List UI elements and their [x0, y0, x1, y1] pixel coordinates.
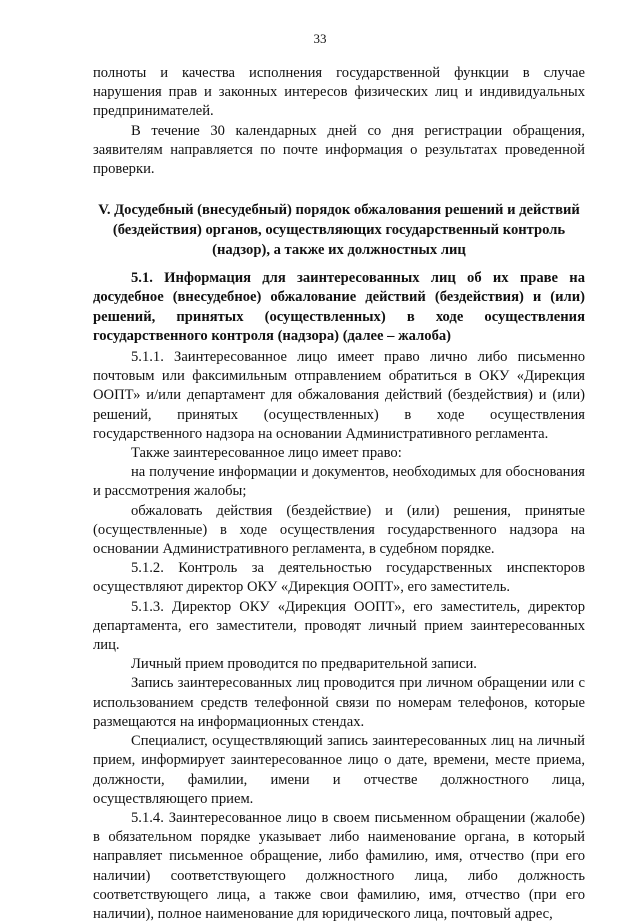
paragraph-also-rights: Также заинтересованное лицо имеет право:	[131, 445, 402, 462]
paragraph-appointment: Запись заинтересованных лиц проводится при личном обращении или с использованием средств телефонной связи по номерам телефонов, которые размещаются на информационных стендах.	[93, 675, 585, 730]
paragraph-5-1-4: 5.1.4. Заинтересованное лицо в своем письменном обращении (жалобе) в обязательном порядке указывает либо наименование органа, в который направляет письменное обращение, либо фамилию, имя, отчество (при его наличии) соответствующего должностного лица, либо должность соответствующего лица, а также свои фамилию, имя, отчество (при его наличии), полное наименование для юридического лица, почтовый адрес,	[93, 809, 585, 922]
paragraph-response-period: В течение 30 календарных дней со дня регистрации обращения, заявителям направляется по почте информация о результатах проведенной проверки.	[93, 122, 585, 178]
paragraph-personal-reception: Личный прием проводится по предварительной записи.	[131, 656, 477, 673]
paragraph-5-1-1: 5.1.1. Заинтересованное лицо имеет право лично либо письменно почтовым или факсимильным отправлением обратиться в ОКУ «Дирекция ООПТ» и/или департамент для обжалования действий (бездействия) и (или) решений, принятых (осуществленных) в ходе осуществления государственного надзора на основании Административного регламента.	[93, 349, 585, 442]
paragraph-5-1-3: 5.1.3. Директор ОКУ «Дирекция ООПТ», его заместитель, директор департамента, его заместители, проводят личный прием заинтересованных лиц.	[93, 598, 585, 654]
paragraph-5-1-2: 5.1.2. Контроль за деятельностью государственных инспекторов осуществляют директор ОКУ «Дирекция ООПТ», его заместитель.	[93, 560, 585, 596]
paragraph-specialist: Специалист, осуществляющий запись заинтересованных лиц на личный прием, информирует заинтересованное лицо о дате, времени, месте приема, должности, фамилии, имени и отчестве должностного лица, осуществляющего прием.	[93, 733, 585, 807]
page-number: 33	[313, 31, 327, 46]
paragraph-right-information: на получение информации и документов, необходимых для обоснования и рассмотрения жалобы;	[93, 464, 585, 500]
paragraph-right-appeal: обжаловать действия (бездействие) и (или) решения, принятые (осуществленные) в ходе осуществления государственного надзора на основании Административного регламента, в судебном порядке.	[93, 502, 585, 558]
document-body	[93, 64, 585, 924]
paragraph-continuation: полноты и качества исполнения государственной функции в случае нарушения прав и законных интересов физических лиц и индивидуальных предпринимателей.	[93, 65, 585, 120]
subsection-5-1-heading: 5.1. Информация для заинтересованных лиц об их праве на досудебное (внесудебное) обжалование действий (бездействия) и (или) решений, принятых (осуществленных) в ходе осуществления государственного контроля (надзора) (далее – жалоба)	[93, 270, 585, 344]
section-title: V. Досудебный (внесудебный) порядок обжалования решений и действий (бездействия) органов, осуществляющих государственный контроль (надзор), а также их должностных лиц	[98, 202, 580, 259]
